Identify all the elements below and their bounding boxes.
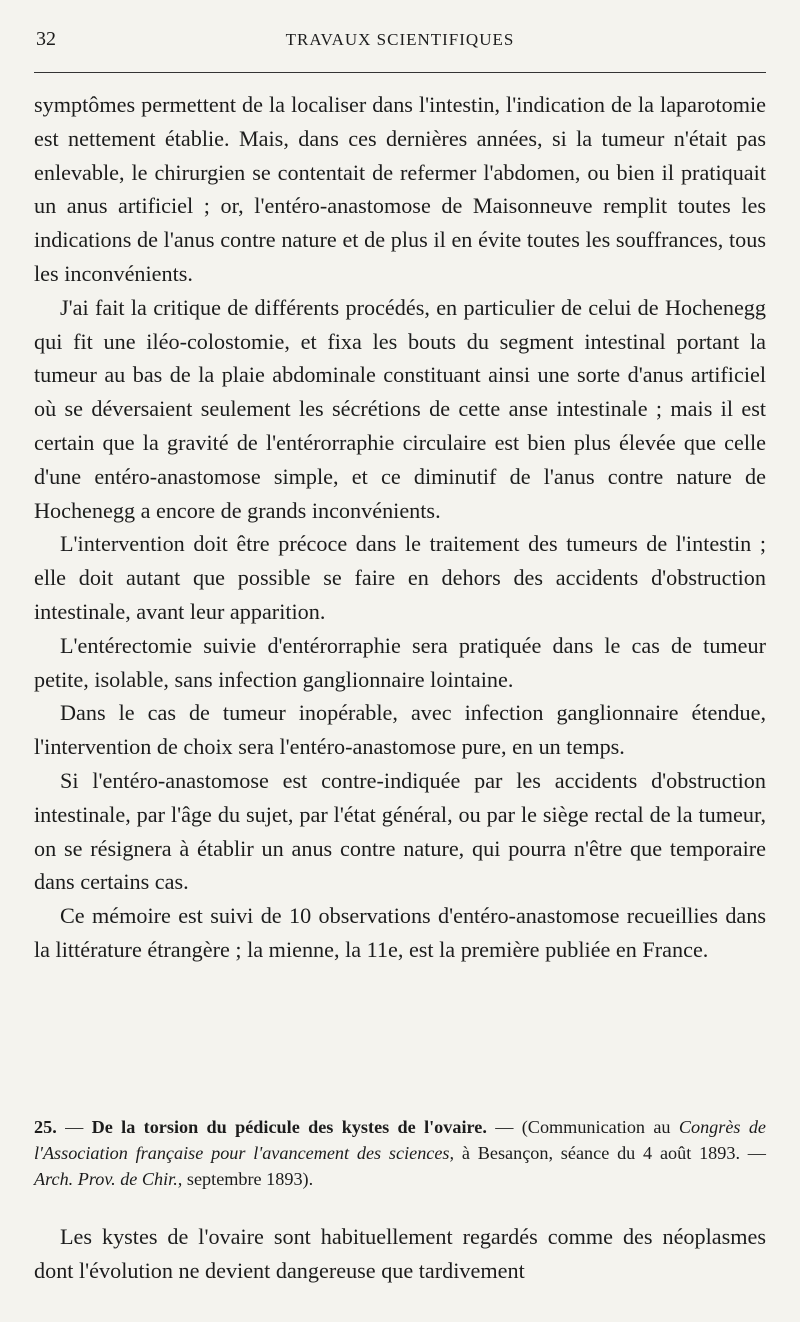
page-number: 32 [36,28,56,50]
paragraph: Ce mémoire est suivi de 10 observations d'entéro-anastomose recueillies dans la littérature étrangère ; la mienne, la 11e, est la première publiée en France. [34,903,766,962]
paragraph: J'ai fait la critique de différents procédés, en particulier de celui de Hochenegg qui fit une iléo-colostomie, et fixa les bouts du segment intestinal portant la tumeur au bas de la plaie abdominale constituant ainsi une sorte d'anus artificiel où se déversaient seulement les sécrétions de cette anse intestinale ; mais il est certain que la gravité de l'entérorraphie circulaire est bien plus élevée que celle d'une entéro-anastomose simple, et ce diminutif de l'anus contre nature de Hochenegg a encore de grands inconvénients. [34,294,766,523]
entry-dash: — [56,1117,92,1137]
entry-journal-date: septembre 1893). [182,1169,314,1189]
entry-journal: Arch. Prov. de Chir., [34,1169,183,1189]
running-title: TRAVAUX SCIENTIFIQUES [285,30,515,49]
main-text [34,88,766,967]
paragraph: symptômes permettent de la localiser dans l'intestin, l'indication de la laparotomie est nettement établie. Mais, dans ces dernières années, si la tumeur n'était pas enlevable, le chirurgien se contentait de refermer l'abdomen, ou bien il pratiquait un anus artificiel ; or, l'entéro-anastomose de Maisonneuve remplit toutes les indications de l'anus contre nature et de plus il en évite toutes les souffrances, tous les inconvénients. [34,92,766,286]
page-header [36,28,764,58]
entry-communication: — (Communication au [486,1117,679,1137]
paragraph: Si l'entéro-anastomose est contre-indiquée par les accidents d'obstruction intestinale, par l'âge du sujet, par l'état général, ou par le siège rectal de la tumeur, on se résignera à établir un anus contre nature, qui pourra n'être que temporaire dans certains cas. [34,767,766,895]
paragraph: L'entérectomie suivie d'entérorraphie sera pratiquée dans le cas de tumeur petite, isolable, sans infection ganglionnaire lointaine. [34,632,766,692]
entry-place-date: à Besançon, séance du 4 août 1893. — [454,1143,766,1163]
paragraph: Dans le cas de tumeur inopérable, avec infection ganglionnaire étendue, l'intervention de choix sera l'entéro-anastomose pure, en un temps. [34,700,766,760]
paragraph-continuation [34,1220,766,1288]
paragraph: Les kystes de l'ovaire sont habituellement regardés comme des néoplasmes dont l'évolution ne devient dangereuse que tardivement [34,1224,766,1283]
paragraph: L'intervention doit être précoce dans le traitement des tumeurs de l'intestin ; elle doit autant que possible se faire en dehors des accidents d'obstruction intestinale, avant leur apparition. [34,531,766,624]
entry-venue: Congrès de l'Association française pour l'avancement des sciences, [34,1117,767,1163]
header-rule [34,72,766,73]
bibliography-entry [34,1114,766,1192]
entry-title: De la torsion du pédicule des kystes de l'ovaire. [91,1117,487,1137]
entry-number: 25. [34,1117,57,1137]
